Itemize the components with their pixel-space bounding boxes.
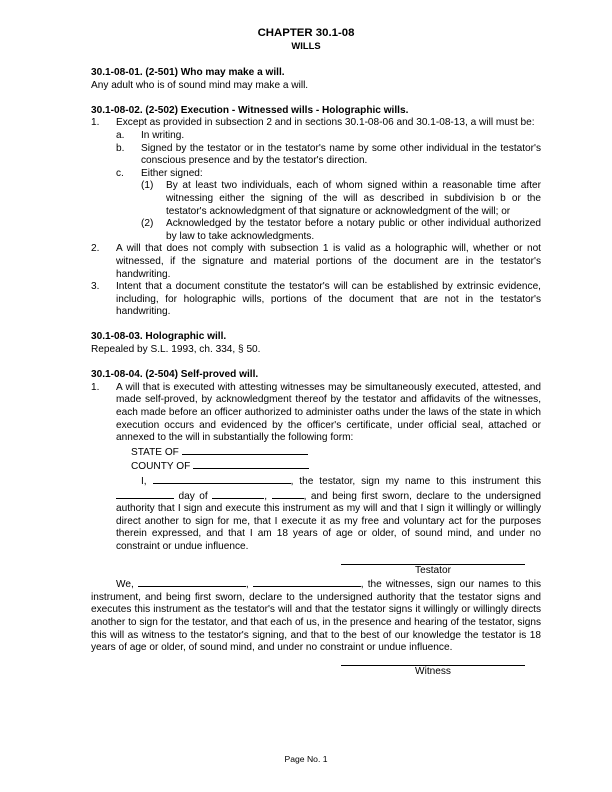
testator-mid: , the testator, sign my name to this instrument this <box>290 476 541 487</box>
witness-one-blank <box>138 577 246 587</box>
testator-day: day of <box>178 490 208 502</box>
subdivision-label: b. <box>116 142 125 154</box>
paragraph-text: By at least two individuals, each of whom signed within a reasonable time after witnessing either the signing of the will as described in subdivision b or the testator's acknowledgment of that signature or acknowledgment of the will; or <box>166 180 541 217</box>
subsection-1 <box>91 382 541 445</box>
year-blank <box>272 489 304 499</box>
paragraph-text: Acknowledged by the testator before a notary public or other individual authorized by law to take acknowledgments. <box>166 218 541 242</box>
page-number: Page No. 1 <box>284 754 328 764</box>
subsection-1 <box>91 117 541 130</box>
paragraph-label: (1) <box>141 180 154 192</box>
section-heading-3: 30.1-08-03. Holographic will. <box>91 331 227 343</box>
witness-two-blank <box>253 577 361 587</box>
subsection-number: 1. <box>91 117 100 129</box>
document-body <box>91 67 541 678</box>
subsection-text: Intent that a document constitute the testator's will can be established by extrinsic evidence, including, for holographic wills, portions of the document that are not in the testator's handwriting. <box>116 281 541 318</box>
state-label: STATE OF <box>131 446 179 458</box>
paragraph-c1 <box>91 180 541 218</box>
section-body-3: Repealed by S.L. 1993, ch. 334, § 50. <box>91 344 261 356</box>
section-heading-4: 30.1-08-04. (2-504) Self-proved will. <box>91 369 259 381</box>
day-blank <box>116 489 174 499</box>
subdivision-label: a. <box>116 129 125 141</box>
subsection-3 <box>91 281 541 319</box>
subdivision-text: In writing. <box>141 129 185 141</box>
county-label: COUNTY OF <box>131 461 191 473</box>
witness-declaration <box>91 577 541 655</box>
self-proved-form <box>91 445 541 679</box>
testator-pre: I, <box>141 476 147 487</box>
witness-pre: We, <box>116 579 134 591</box>
testator-signature-label: Testator <box>415 564 451 576</box>
subdivision-c <box>91 168 541 181</box>
testator-declaration <box>116 474 541 554</box>
subdivision-b <box>91 143 541 168</box>
paragraph-label: (2) <box>141 218 154 230</box>
witness-signature-label: Witness <box>415 665 451 677</box>
paragraph-c2 <box>91 218 541 243</box>
subdivision-text: Signed by the testator or in the testator's name by some other individual in the testator's conscious presence and by the testator's direction. <box>141 142 541 167</box>
testator-rest: , and being first sworn, declare to the undersigned authority that I sign and execute this instrument as my will and that I sign it willingly or willingly direct another to sign for me, that I execute it as my free and voluntary act for the purposes therein expressed, and that I am 18 years of age or older, of sound mind, and under no constraint or undue influence. <box>116 490 542 552</box>
section-heading-2: 30.1-08-02. (2-502) Execution - Witnessed wills - Holographic wills. <box>91 104 409 116</box>
subdivision-text: Either signed: <box>141 167 203 179</box>
month-blank <box>212 489 264 499</box>
subsection-number: 1. <box>91 381 100 393</box>
testator-comma: , <box>264 490 268 502</box>
state-line <box>116 445 541 460</box>
subsection-number: 3. <box>91 281 100 293</box>
testator-name-blank <box>153 474 291 484</box>
subsection-text: Except as provided in subsection 2 and in sections 30.1-08-06 and 30.1-08-13, a will must be: <box>116 117 535 129</box>
chapter-heading: CHAPTER 30.1-08 <box>257 27 355 39</box>
subdivision-label: c. <box>116 167 124 179</box>
section-body-1: Any adult who is of sound mind may make a will. <box>91 79 309 91</box>
witness-rest: , the witnesses, sign our names to this instrument, and being first sworn, declare to the undersigned authority that the testator signs and executes this instrument as the testator's will and that the testator signs it willingly or willingly directs another to sign for the testator, and that each of us, in the presence and hearing of the testator, signs this will as witness to the testator's signing, and that to the best of our knowledge the testator is 18 years of age or older, of sound mind, and under no constraint or undue influence. <box>91 579 541 654</box>
subsection-text: A will that is executed with attesting witnesses may be simultaneously executed, attested, and made self-proved, by acknowledgment thereof by the testator and affidavits of the witnesses, each made before an officer authorized to administer oaths under the laws of the state in which execution occurs and evidenced by the officer's certificate, under official seal, attached or annexed to the will in substantially the following form: <box>116 381 541 444</box>
section-heading-1: 30.1-08-01. (2-501) Who may make a will. <box>91 67 285 78</box>
subdivision-a <box>91 130 541 143</box>
witness-comma: , <box>245 579 249 591</box>
chapter-title: WILLS <box>291 40 321 51</box>
county-line <box>116 459 541 474</box>
subsection-number: 2. <box>91 243 100 255</box>
county-blank <box>193 459 309 469</box>
subsection-2 <box>91 243 541 281</box>
state-blank <box>182 445 308 455</box>
subsection-text: A will that does not comply with subsection 1 is valid as a holographic will, whether or not witnessed, if the signature and material portions of the document are in the testator's handwriting. <box>116 243 541 280</box>
